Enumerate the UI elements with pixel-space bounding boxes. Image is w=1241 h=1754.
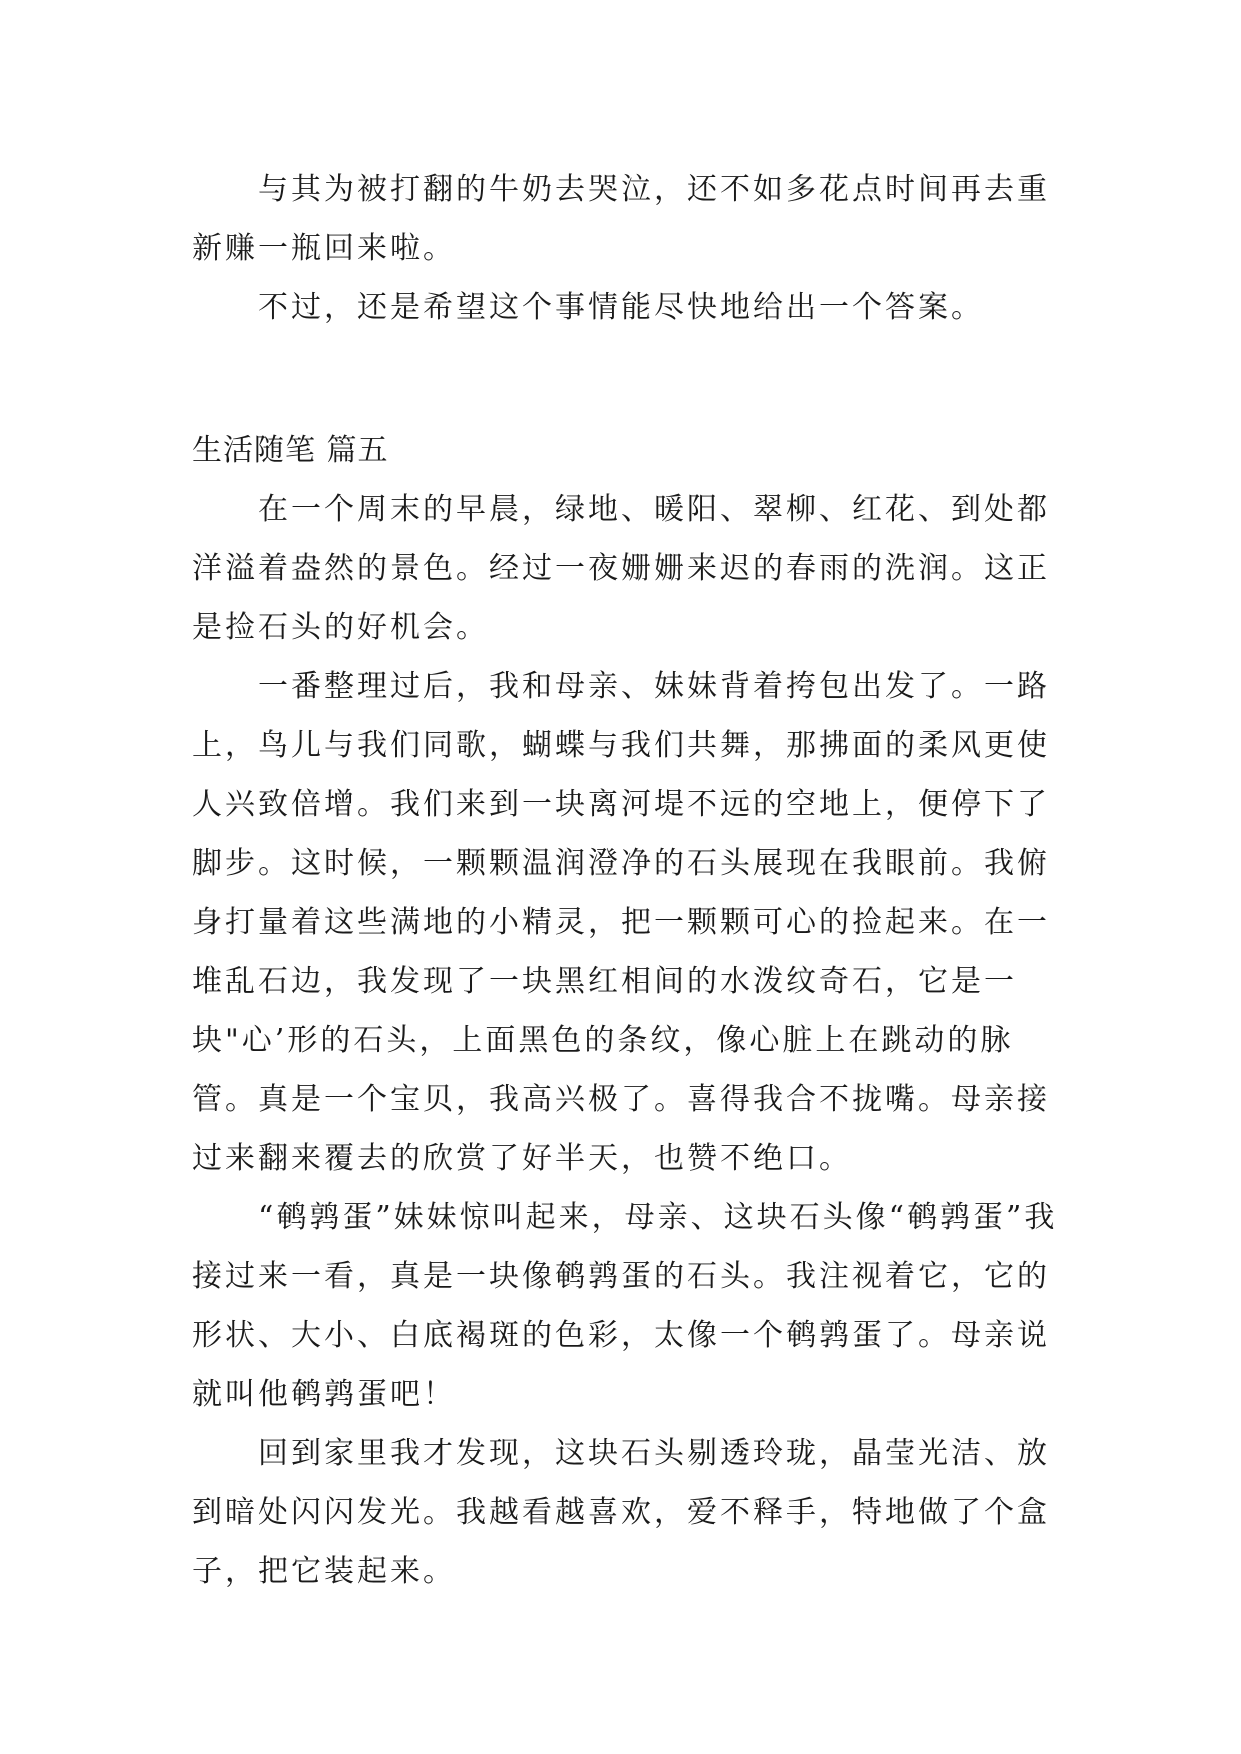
paragraph: 一番整理过后，我和母亲、妹妹背着挎包出发了。一路上，鸟儿与我们同歌，蝴蝶与我们共舞，那拂面的柔风更使人兴致倍增。我们来到一块离河堤不远的空地上，便停下了脚步。这时候，一颗颗温润澄净的石头展现在我眼前。我俯身打量着这些满地的小精灵，把一颗颗可心的捡起来。在一堆乱石边，我发现了一块黑红相间的水泼纹奇石，它是一块"心’形的石头，上面黑色的条纹，像心脏上在跳动的脉管。真是一个宝贝，我高兴极了。喜得我合不拢嘴。母亲接过来翻来覆去的欣赏了好半天，也赞不绝口。 bbox=[192, 669, 1050, 1176]
paragraph: 与其为被打翻的牛奶去哭泣，还不如多花点时间再去重新赚一瓶回来啦。 bbox=[192, 172, 1050, 266]
paragraph: 不过，还是希望这个事情能尽快地给出一个答案。 bbox=[258, 290, 984, 325]
section-heading: 生活随笔 篇五 bbox=[192, 433, 389, 468]
paragraph: 回到家里我才发现，这块石头剔透玲珑，晶莹光洁、放到暗处闪闪发光。我越看越喜欢，爱不释手，特地做了个盒子，把它装起来。 bbox=[192, 1436, 1050, 1589]
document-body bbox=[192, 160, 1062, 1601]
paragraph: 在一个周末的早晨，绿地、暖阳、翠柳、红花、到处都洋溢着盎然的景色。经过一夜姗姗来迟的春雨的洗润。这正是捡石头的好机会。 bbox=[192, 492, 1050, 645]
paragraph: “鹌鹑蛋”妹妹惊叫起来，母亲、这块石头像“鹌鹑蛋”我接过来一看，真是一块像鹌鹑蛋的石头。我注视着它，它的形状、大小、白底褐斑的色彩，太像一个鹌鹑蛋了。母亲说就叫他鹌鹑蛋吧！ bbox=[192, 1200, 1058, 1412]
